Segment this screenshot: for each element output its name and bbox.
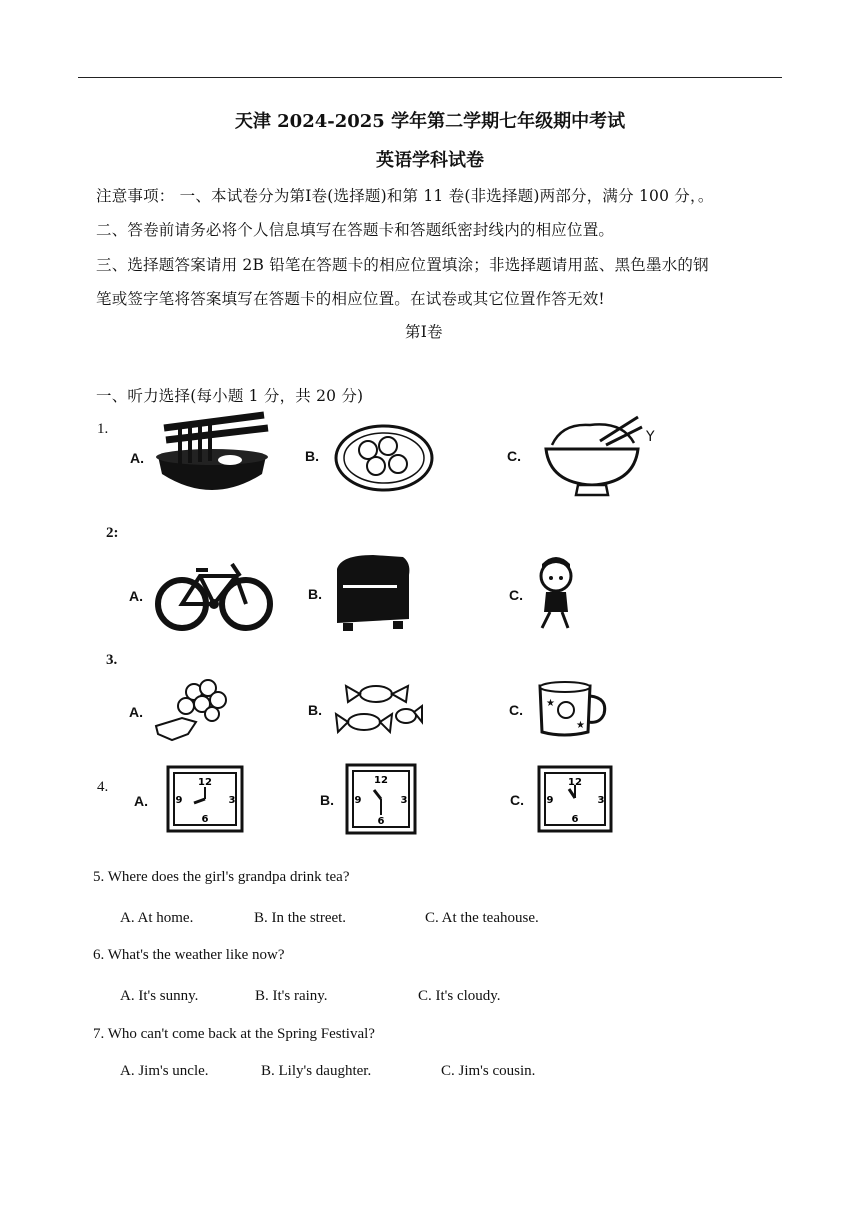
question-text: 7. Who can't come back at the Spring Festival? (93, 1026, 375, 1042)
svg-text:★: ★ (546, 698, 555, 709)
clock-digit: 12 (198, 777, 212, 788)
question-number: 4. (97, 779, 109, 795)
clock-icon (345, 763, 417, 835)
note-line-1: 注意事项： 一、本试卷分为第Ⅰ卷(选择题)和第 11 卷(非选择题)两部分，满分 100 分，。 (96, 187, 714, 205)
option-label: C. (509, 702, 523, 718)
clock-digit: 12 (568, 777, 582, 788)
question-number: 2: (106, 525, 119, 541)
exam-subtitle: 英语学科试卷 (376, 150, 484, 171)
clock-icon (166, 765, 244, 833)
option-label: A. (134, 793, 148, 809)
answer-option: B. It's rainy. (255, 988, 328, 1004)
rice-bowl-icon (542, 415, 662, 503)
noodles-icon (152, 410, 272, 505)
option-label: B. (320, 792, 334, 808)
option-label: A. (130, 450, 144, 466)
walking-girl-icon (532, 556, 582, 632)
bicycle-icon (156, 556, 272, 632)
svg-text:Y: Y (646, 429, 655, 445)
answer-option: B. In the street. (254, 910, 347, 926)
svg-text:★: ★ (576, 720, 585, 731)
clock-icon (537, 765, 613, 833)
option-label: C. (509, 587, 523, 603)
answer-option: A. At home. (120, 910, 194, 926)
clock-digit: 6 (377, 816, 385, 827)
clock-digit: 6 (571, 814, 579, 825)
clock-digit: 3 (400, 795, 408, 806)
clock-digit: 9 (354, 795, 362, 806)
option-label: A. (129, 588, 143, 604)
note-line-2: 二、答卷前请务必将个人信息填写在答题卡和答题纸密封线内的相应位置。 (96, 221, 615, 239)
option-label: C. (507, 448, 521, 464)
option-label: B. (305, 448, 319, 464)
bus-icon (333, 553, 411, 633)
answer-option: A. Jim's uncle. (120, 1063, 209, 1079)
cup-icon (536, 680, 610, 740)
option-label: B. (308, 702, 322, 718)
answer-option: B. Lily's daughter. (261, 1063, 372, 1079)
candy-icon (334, 682, 424, 736)
clock-digit: 6 (201, 814, 209, 825)
part-title: 第Ⅰ卷 (405, 323, 443, 341)
clock-digit: 9 (175, 795, 183, 806)
exam-title: 天津 2024-2025 学年第二学期七年级期中考试 (234, 111, 626, 132)
note-line-4: 笔或签字笔将答案填写在答题卡的相应位置。在试卷或其它位置作答无效! (96, 290, 605, 308)
clock-digit: 3 (228, 795, 236, 806)
answer-option: C. Jim's cousin. (441, 1063, 536, 1079)
option-label: B. (308, 586, 322, 602)
question-number: 1. (97, 421, 109, 437)
clock-digit: 3 (597, 795, 605, 806)
flowers-icon (152, 678, 230, 742)
option-label: C. (510, 792, 524, 808)
answer-option: C. At the teahouse. (425, 910, 539, 926)
clock-digit: 9 (546, 795, 554, 806)
question-text: 6. What's the weather like now? (93, 947, 285, 963)
question-text: 5. Where does the girl's grandpa drink tea? (93, 869, 350, 885)
note-line-3: 三、选择题答案请用 2B 铅笔在答题卡的相应位置填涂；非选择题请用蓝、黑色墨水的钢 (96, 256, 709, 274)
section-title: 一、听力选择(每小题 1 分，共 20 分) (96, 387, 364, 405)
answer-option: C. It's cloudy. (418, 988, 501, 1004)
option-label: A. (129, 704, 143, 720)
dumplings-icon (332, 418, 436, 494)
header-rule (78, 77, 782, 78)
clock-digit: 12 (374, 775, 388, 786)
question-number: 3. (106, 652, 118, 668)
answer-option: A. It's sunny. (120, 988, 199, 1004)
